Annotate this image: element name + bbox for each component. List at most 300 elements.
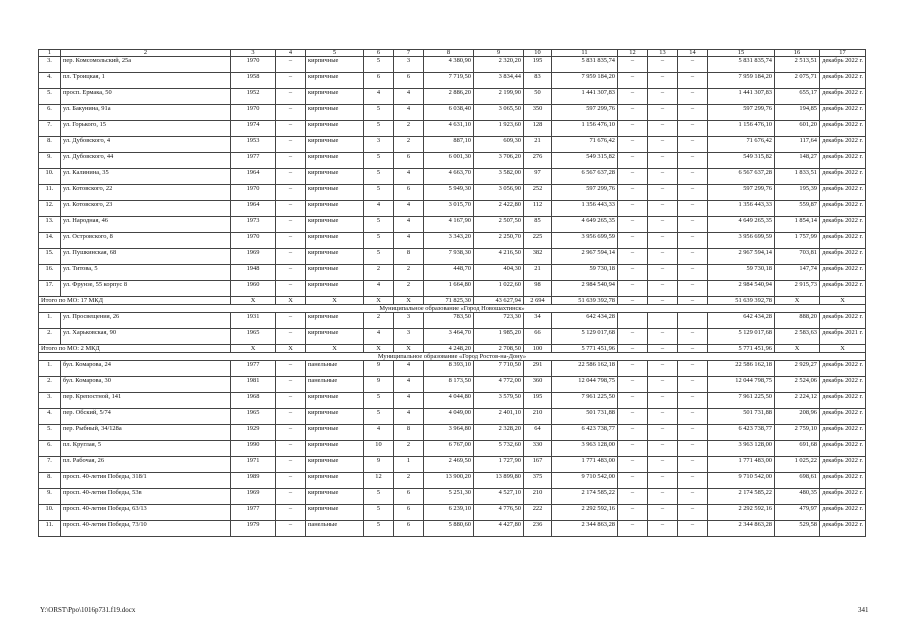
total-label: Итого по МО: 17 МКД [39,297,231,305]
table-cell: – [648,377,678,393]
table-cell: 22 586 162,18 [708,361,775,377]
table-cell: – [276,169,306,185]
table-cell: 13 900,20 [424,473,474,489]
table-cell: – [618,441,648,457]
total-row [39,297,866,305]
table-cell: – [648,201,678,217]
total-cell: X [364,297,394,305]
table-cell: 12 044 798,75 [708,377,775,393]
column-number-cell: 10 [524,50,552,57]
table-cell: – [276,505,306,521]
table-cell: 2 759,10 [775,425,820,441]
table-cell: 83 [524,73,552,89]
table-cell: кирпичные [306,249,364,265]
table-cell: декабрь 2022 г. [820,217,866,233]
table-cell: 1958 [231,73,276,89]
table-cell: 350 [524,105,552,121]
total-cell: 2 694 [524,297,552,305]
table-cell: – [678,521,708,537]
table-cell: 6 423 738,77 [552,425,618,441]
table-cell: – [618,169,648,185]
table-cell: 195,39 [775,185,820,201]
table-cell: ул. Фрунзе, 55 корпус 8 [61,281,231,297]
table-cell: – [618,89,648,105]
table-cell: 1965 [231,329,276,345]
table-cell: 3 065,50 [474,105,524,121]
table-cell: 1 356 443,33 [708,201,775,217]
table-cell: кирпичные [306,281,364,297]
table-cell: 501 731,88 [552,409,618,425]
table-cell: 11. [39,521,61,537]
table-cell: 3 343,20 [424,233,474,249]
table-cell: кирпичные [306,313,364,329]
table-cell: 222 [524,505,552,521]
table-cell: 195 [524,393,552,409]
total-cell: – [618,345,648,353]
table-cell: пл. Рабочая, 26 [61,457,231,473]
table-cell: кирпичные [306,201,364,217]
column-number-cell: 15 [708,50,775,57]
table-cell: 6 567 637,28 [708,169,775,185]
table-cell [618,313,648,329]
table-cell: – [648,137,678,153]
table-cell: – [618,121,648,137]
table-cell: – [618,233,648,249]
table-cell: 1 025,22 [775,457,820,473]
total-cell: 5 771 451,96 [552,345,618,353]
column-number-cell: 17 [820,50,866,57]
table-cell: 15. [39,249,61,265]
column-number-cell: 9 [474,50,524,57]
table-cell: 3 956 699,59 [552,233,618,249]
table-cell: 1 156 476,10 [708,121,775,137]
table-cell: ул. Котовского, 23 [61,201,231,217]
table-row [39,169,866,185]
table-cell: – [648,105,678,121]
table-cell: 3 582,00 [474,169,524,185]
table-cell: 723,30 [474,313,524,329]
table-cell: 6. [39,105,61,121]
table-cell: 1 854,14 [775,217,820,233]
total-cell: – [678,345,708,353]
table-cell: 4 044,80 [424,393,474,409]
page-number: 341 [858,606,869,614]
table-cell: 1 985,20 [474,329,524,345]
table-cell: – [276,361,306,377]
table-cell: 225 [524,233,552,249]
table-row [39,489,866,505]
table-cell: – [618,521,648,537]
table-cell: 194,85 [775,105,820,121]
table-cell: 382 [524,249,552,265]
table-cell: 1977 [231,361,276,377]
table-cell: 5 [364,233,394,249]
table-cell: 5 129 017,68 [708,329,775,345]
table-cell: – [678,217,708,233]
table-cell: кирпичные [306,329,364,345]
table-cell: 7 710,50 [474,361,524,377]
table-cell: 2 199,90 [474,89,524,105]
table-cell: 448,70 [424,265,474,281]
table-cell: 559,87 [775,201,820,217]
column-number-cell: 7 [394,50,424,57]
table-cell: 208,96 [775,409,820,425]
table-cell: – [678,425,708,441]
table-cell: 4 [364,89,394,105]
section-title: Муниципальное образование «Город Ростов-на-Дону» [39,353,866,361]
table-cell: – [276,441,306,457]
table-cell: просп. 40-летия Победы, 73/10 [61,521,231,537]
table-cell: – [618,73,648,89]
table-cell: пл. Круглая, 5 [61,441,231,457]
table-cell: 1965 [231,409,276,425]
table-row [39,361,866,377]
table-cell: 3 579,50 [474,393,524,409]
table-cell: 2 [364,313,394,329]
table-cell: 4 772,00 [474,377,524,393]
table-cell: 6 001,30 [424,153,474,169]
table-cell: 4 [364,201,394,217]
table-cell: просп. 40-летия Победы, 318/1 [61,473,231,489]
table-cell: 1968 [231,393,276,409]
table-cell: – [276,473,306,489]
total-cell: X [306,297,364,305]
table-cell: – [648,505,678,521]
table-cell: – [276,281,306,297]
table-cell: – [618,473,648,489]
table-cell: – [618,137,648,153]
table-row [39,281,866,297]
table-cell: 210 [524,489,552,505]
table-cell: 609,30 [474,137,524,153]
table-cell: 4 663,70 [424,169,474,185]
table-cell: 71 676,42 [708,137,775,153]
table-row [39,393,866,409]
table-cell: 66 [524,329,552,345]
table-cell: 9. [39,153,61,169]
table-row [39,505,866,521]
table-cell: 529,58 [775,521,820,537]
table-cell: – [276,425,306,441]
table-cell: – [276,393,306,409]
table-cell: – [618,393,648,409]
table-cell: 4 649 265,35 [708,217,775,233]
table-cell: 3 963 128,00 [708,441,775,457]
table-cell: 2 [394,473,424,489]
table-cell [678,313,708,329]
table-cell: 3 464,70 [424,329,474,345]
table-cell: 6 767,00 [424,441,474,457]
table-cell: 5 251,30 [424,489,474,505]
table-cell: – [648,521,678,537]
table-cell: – [618,201,648,217]
table-cell: 3 056,90 [474,185,524,201]
table-cell: 2 422,80 [474,201,524,217]
table-cell: 50 [524,89,552,105]
table-cell: – [678,281,708,297]
table-cell: 4 [394,169,424,185]
table-cell: 4 [394,377,424,393]
table-cell: 5 [364,409,394,425]
table-cell: кирпичные [306,505,364,521]
table-cell: – [618,249,648,265]
table-cell: кирпичные [306,217,364,233]
table-cell: 5 [364,105,394,121]
table-cell: 6 [394,185,424,201]
table-cell: 1931 [231,313,276,329]
table-cell: 1953 [231,137,276,153]
column-number-row [39,50,866,57]
table-cell: 4 [364,425,394,441]
table-cell: 13. [39,217,61,233]
total-cell: X [775,297,820,305]
table-cell: 1929 [231,425,276,441]
table-cell: ул. Харьковская, 90 [61,329,231,345]
table-cell: 479,97 [775,505,820,521]
table-cell: 1 771 483,00 [708,457,775,473]
table-cell: 1. [39,313,61,329]
table-cell: 12. [39,201,61,217]
table-cell: 1981 [231,377,276,393]
table-cell: – [276,153,306,169]
table-cell: 1 [394,457,424,473]
table-cell: 5. [39,89,61,105]
table-cell: 4 631,10 [424,121,474,137]
table-cell: 3 963 128,00 [552,441,618,457]
table-cell: 2 [394,265,424,281]
table-cell: 4 [394,361,424,377]
table-cell: 5 [364,489,394,505]
table-cell: 6 [394,505,424,521]
table-cell: 3. [39,393,61,409]
register-table [38,49,866,537]
table-cell: декабрь 2022 г. [820,409,866,425]
column-number-cell: 14 [678,50,708,57]
table-cell: 5 [364,521,394,537]
table-cell: 8. [39,473,61,489]
table-cell: кирпичные [306,185,364,201]
table-cell: декабрь 2022 г. [820,137,866,153]
table-cell: 7 719,50 [424,73,474,89]
total-cell: X [306,345,364,353]
table-cell: 1 664,80 [424,281,474,297]
table-cell: 5 [364,393,394,409]
table-cell: ул. Бакунина, 91а [61,105,231,121]
table-cell: 2 583,63 [775,329,820,345]
table-row [39,217,866,233]
total-cell: 71 825,30 [424,297,474,305]
table-row [39,313,866,329]
table-cell: – [648,329,678,345]
table-cell: 22 586 162,18 [552,361,618,377]
table-cell: 1 441 307,83 [708,89,775,105]
table-cell: 360 [524,377,552,393]
total-cell: – [648,345,678,353]
table-cell: 9 [364,457,394,473]
table-cell: декабрь 2022 г. [820,361,866,377]
table-cell: – [618,185,648,201]
table-cell: 2. [39,377,61,393]
table-cell: 1971 [231,457,276,473]
table-cell: 17. [39,281,61,297]
table-cell: бул. Комарова, 30 [61,377,231,393]
table-cell: – [648,473,678,489]
table-cell: 1 356 443,33 [552,201,618,217]
total-cell: – [618,297,648,305]
total-cell: 4 248,20 [424,345,474,353]
table-cell: – [678,169,708,185]
table-cell: ул. Просвещения, 26 [61,313,231,329]
table-cell: 597 299,76 [708,185,775,201]
table-cell: ул. Дубовского, 4 [61,137,231,153]
table-cell: ул. Калинина, 35 [61,169,231,185]
table-cell: 16. [39,265,61,281]
table-cell: 6. [39,441,61,457]
table-cell: декабрь 2022 г. [820,185,866,201]
table-cell: 3 [394,57,424,73]
table-cell: 7. [39,457,61,473]
table-cell: – [678,361,708,377]
column-number-cell: 11 [552,50,618,57]
table-cell: декабрь 2022 г. [820,233,866,249]
table-cell: 4 [394,105,424,121]
table-cell: 12 044 798,75 [552,377,618,393]
table-cell: 5 949,30 [424,185,474,201]
table-cell: – [678,265,708,281]
table-cell: ул. Дубовского, 44 [61,153,231,169]
table-cell: – [618,377,648,393]
table-cell: декабрь 2022 г. [820,505,866,521]
table-cell: 5 [364,57,394,73]
table-cell: 2 292 592,16 [708,505,775,521]
table-cell: – [648,233,678,249]
table-cell: – [648,89,678,105]
table-cell: 236 [524,521,552,537]
table-cell: 21 [524,265,552,281]
table-row [39,57,866,73]
table-cell: – [678,185,708,201]
table-cell: 2 [394,137,424,153]
table-cell: 3. [39,57,61,73]
table-cell: – [618,217,648,233]
table-cell: 5 [364,185,394,201]
table-cell: – [618,457,648,473]
table-cell: 703,81 [775,249,820,265]
table-cell: 7 959 184,20 [708,73,775,89]
column-number-cell: 8 [424,50,474,57]
table-cell: 1969 [231,489,276,505]
table-cell: 501 731,88 [708,409,775,425]
table-cell: кирпичные [306,121,364,137]
column-number-cell: 5 [306,50,364,57]
table-cell: – [648,249,678,265]
total-cell: 100 [524,345,552,353]
column-number-cell: 13 [648,50,678,57]
table-cell: 7 938,30 [424,249,474,265]
table-cell: – [618,361,648,377]
section-title-row [39,353,866,361]
table-cell: – [678,201,708,217]
table-cell: 2 174 585,22 [552,489,618,505]
column-number-cell: 1 [39,50,61,57]
table-cell: – [276,201,306,217]
table-cell: 1977 [231,153,276,169]
table-cell: 2 250,70 [474,233,524,249]
table-cell: 601,20 [775,121,820,137]
table-cell: – [276,265,306,281]
table-cell: 2 075,71 [775,73,820,89]
table-cell: – [678,489,708,505]
table-cell: 2 [394,121,424,137]
table-cell: 2 967 594,14 [552,249,618,265]
table-cell: 5 831 835,74 [552,57,618,73]
table-cell: 5 880,60 [424,521,474,537]
table-cell: панельные [306,377,364,393]
table-cell: 2 984 540,94 [708,281,775,297]
table-cell: 6 [394,521,424,537]
table-row [39,233,866,249]
table-cell: – [276,457,306,473]
table-cell: декабрь 2022 г. [820,153,866,169]
table-cell: – [648,121,678,137]
table-cell: декабрь 2022 г. [820,377,866,393]
table-row [39,473,866,489]
table-cell: 117,64 [775,137,820,153]
table-cell: – [276,89,306,105]
table-cell: 148,27 [775,153,820,169]
table-cell: кирпичные [306,73,364,89]
table-cell: декабрь 2022 г. [820,249,866,265]
table-cell: 4. [39,73,61,89]
table-cell: ул. Островского, 8 [61,233,231,249]
table-cell: кирпичные [306,89,364,105]
table-cell: 480,35 [775,489,820,505]
table-cell: декабрь 2022 г. [820,425,866,441]
table-cell: – [648,393,678,409]
table-cell: 5 [364,121,394,137]
table-cell: 34 [524,313,552,329]
table-cell: 404,30 [474,265,524,281]
table-cell: 7. [39,121,61,137]
table-cell: декабрь 2022 г. [820,105,866,121]
table-cell: – [276,57,306,73]
table-cell: – [648,265,678,281]
table-cell: 8 393,10 [424,361,474,377]
table-cell: 1 441 307,83 [552,89,618,105]
table-cell: пер. Обский, 5/74 [61,409,231,425]
table-cell: – [678,441,708,457]
table-cell: – [678,505,708,521]
table-cell: 1977 [231,505,276,521]
table-cell: кирпичные [306,153,364,169]
table-row [39,153,866,169]
table-cell: 6 [364,73,394,89]
table-cell: 6 [394,489,424,505]
table-cell: – [648,73,678,89]
total-cell: X [276,345,306,353]
table-row [39,377,866,393]
table-cell: 10. [39,505,61,521]
table-cell: – [678,105,708,121]
total-cell: – [678,297,708,305]
table-cell: 12 [364,473,394,489]
table-cell: 783,50 [424,313,474,329]
table-cell: 2 469,50 [424,457,474,473]
table-cell: 698,61 [775,473,820,489]
table-cell: – [648,281,678,297]
table-cell: – [276,409,306,425]
table-cell: 8. [39,137,61,153]
